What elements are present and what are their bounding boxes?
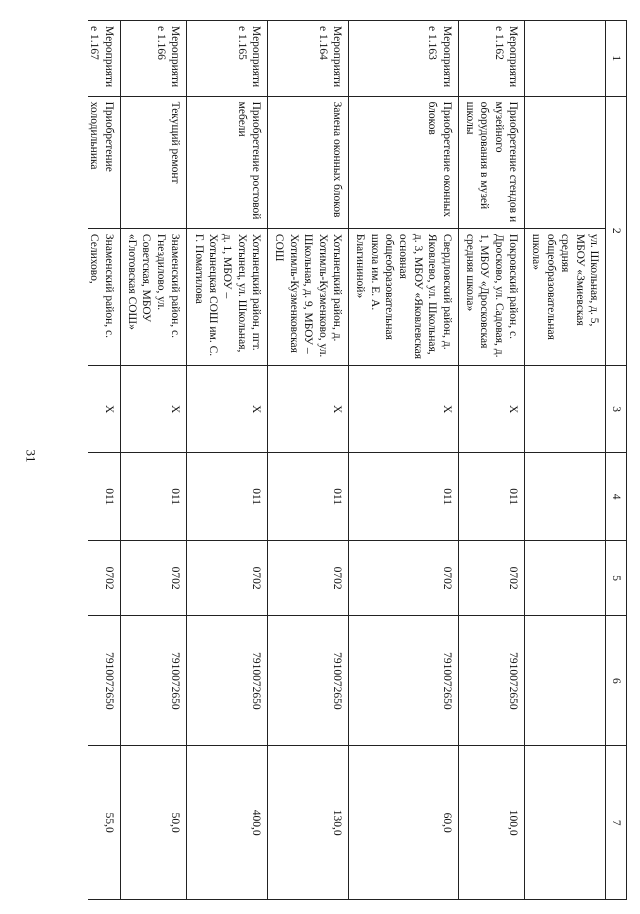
code-cell: 011: [88, 453, 120, 540]
event-number-cell: Мероприятие 1.166: [120, 21, 187, 97]
event-number-cell: Мероприятие 1.163: [349, 21, 459, 97]
code-cell: [525, 453, 606, 540]
event-name-cell: [525, 96, 606, 228]
amount-cell: 50,0: [120, 746, 187, 900]
mark-cell: [525, 365, 606, 452]
code-cell: 011: [458, 453, 525, 540]
amount-cell: 130,0: [268, 746, 349, 900]
event-number-cell: Мероприятие 1.167: [88, 21, 120, 97]
mark-cell: Х: [349, 365, 459, 452]
mark-cell: Х: [458, 365, 525, 452]
header-cell: 2: [606, 96, 627, 365]
table-row: [458, 21, 525, 900]
document-page: [88, 20, 627, 900]
address-cell: ул. Школьная, д. 5, МБОУ «Змиевская средняя общеобразовательная школа»: [525, 228, 606, 365]
event-number-cell: Мероприятие 1.162: [458, 21, 525, 97]
table-row: [525, 21, 606, 900]
rotated-table-wrapper: [88, 20, 627, 900]
section-cell: 0702: [268, 540, 349, 616]
event-name-cell: Приобретение холодильника: [88, 96, 120, 228]
code-cell: 011: [349, 453, 459, 540]
target-cell: [525, 616, 606, 746]
header-cell: 3: [606, 365, 627, 452]
mark-cell: Х: [187, 365, 268, 452]
amount-cell: 60,0: [349, 746, 459, 900]
address-cell: Знаменский район, с. Селихово,: [88, 228, 120, 365]
header-row: [606, 21, 627, 900]
mark-cell: Х: [268, 365, 349, 452]
section-cell: 0702: [187, 540, 268, 616]
amount-cell: 55,0: [88, 746, 120, 900]
event-number-cell: Мероприятие 1.165: [187, 21, 268, 97]
header-cell: 4: [606, 453, 627, 540]
amount-cell: 100,0: [458, 746, 525, 900]
mark-cell: Х: [88, 365, 120, 452]
section-cell: [525, 540, 606, 616]
event-name-cell: Приобретение оконных блоков: [349, 96, 459, 228]
section-cell: 0702: [349, 540, 459, 616]
event-name-cell: Текущий ремонт: [120, 96, 187, 228]
address-cell: Хотынецкий район, д. Хотимль-Кузменково, ул. Школьная, д. 9, МБОУ – Хотимль-Кузменковская СОШ: [268, 228, 349, 365]
page-number: 31: [23, 449, 39, 463]
budget-table: [88, 20, 627, 900]
target-cell: 7910072650: [120, 616, 187, 746]
event-number-cell: Мероприятие 1.164: [268, 21, 349, 97]
target-cell: 7910072650: [268, 616, 349, 746]
target-cell: 7910072650: [88, 616, 120, 746]
header-cell: 1: [606, 21, 627, 97]
code-cell: 011: [187, 453, 268, 540]
address-cell: Хотынецкий район, пгт. Хотынец, ул. Школьная, д. 1, МБОУ – Хотынецкая СОШ им. С. Г. Поматилова: [187, 228, 268, 365]
header-cell: 7: [606, 746, 627, 900]
target-cell: 7910072650: [458, 616, 525, 746]
event-number-cell: [525, 21, 606, 97]
table-row: [187, 21, 268, 900]
section-cell: 0702: [120, 540, 187, 616]
section-cell: 0702: [458, 540, 525, 616]
mark-cell: Х: [120, 365, 187, 452]
table-row: [120, 21, 187, 900]
address-cell: Знаменский район, с. Гнездилово, ул. Советская, МБОУ «Глотовская СОШ»: [120, 228, 187, 365]
amount-cell: 400,0: [187, 746, 268, 900]
event-name-cell: Приобретение ростовой мебели: [187, 96, 268, 228]
header-cell: 6: [606, 616, 627, 746]
code-cell: 011: [268, 453, 349, 540]
event-name-cell: Приобретение стендов и музейного оборудования в музей школы: [458, 96, 525, 228]
header-cell: 5: [606, 540, 627, 616]
code-cell: 011: [120, 453, 187, 540]
table-row: [268, 21, 349, 900]
event-name-cell: Замена оконных блоков: [268, 96, 349, 228]
table-row: [349, 21, 459, 900]
section-cell: 0702: [88, 540, 120, 616]
target-cell: 7910072650: [349, 616, 459, 746]
address-cell: Покровский район, с. Дросково, ул. Садовая, д. 1, МБОУ «Дросковская средняя школа»: [458, 228, 525, 365]
table-row: [88, 21, 120, 900]
address-cell: Свердловский район, д. Яковлево, ул. Школьная, д. 3, МБОУ «Яковлевская основная общеобразовательная школа им. Е. А. Благининой»: [349, 228, 459, 365]
target-cell: 7910072650: [187, 616, 268, 746]
amount-cell: [525, 746, 606, 900]
